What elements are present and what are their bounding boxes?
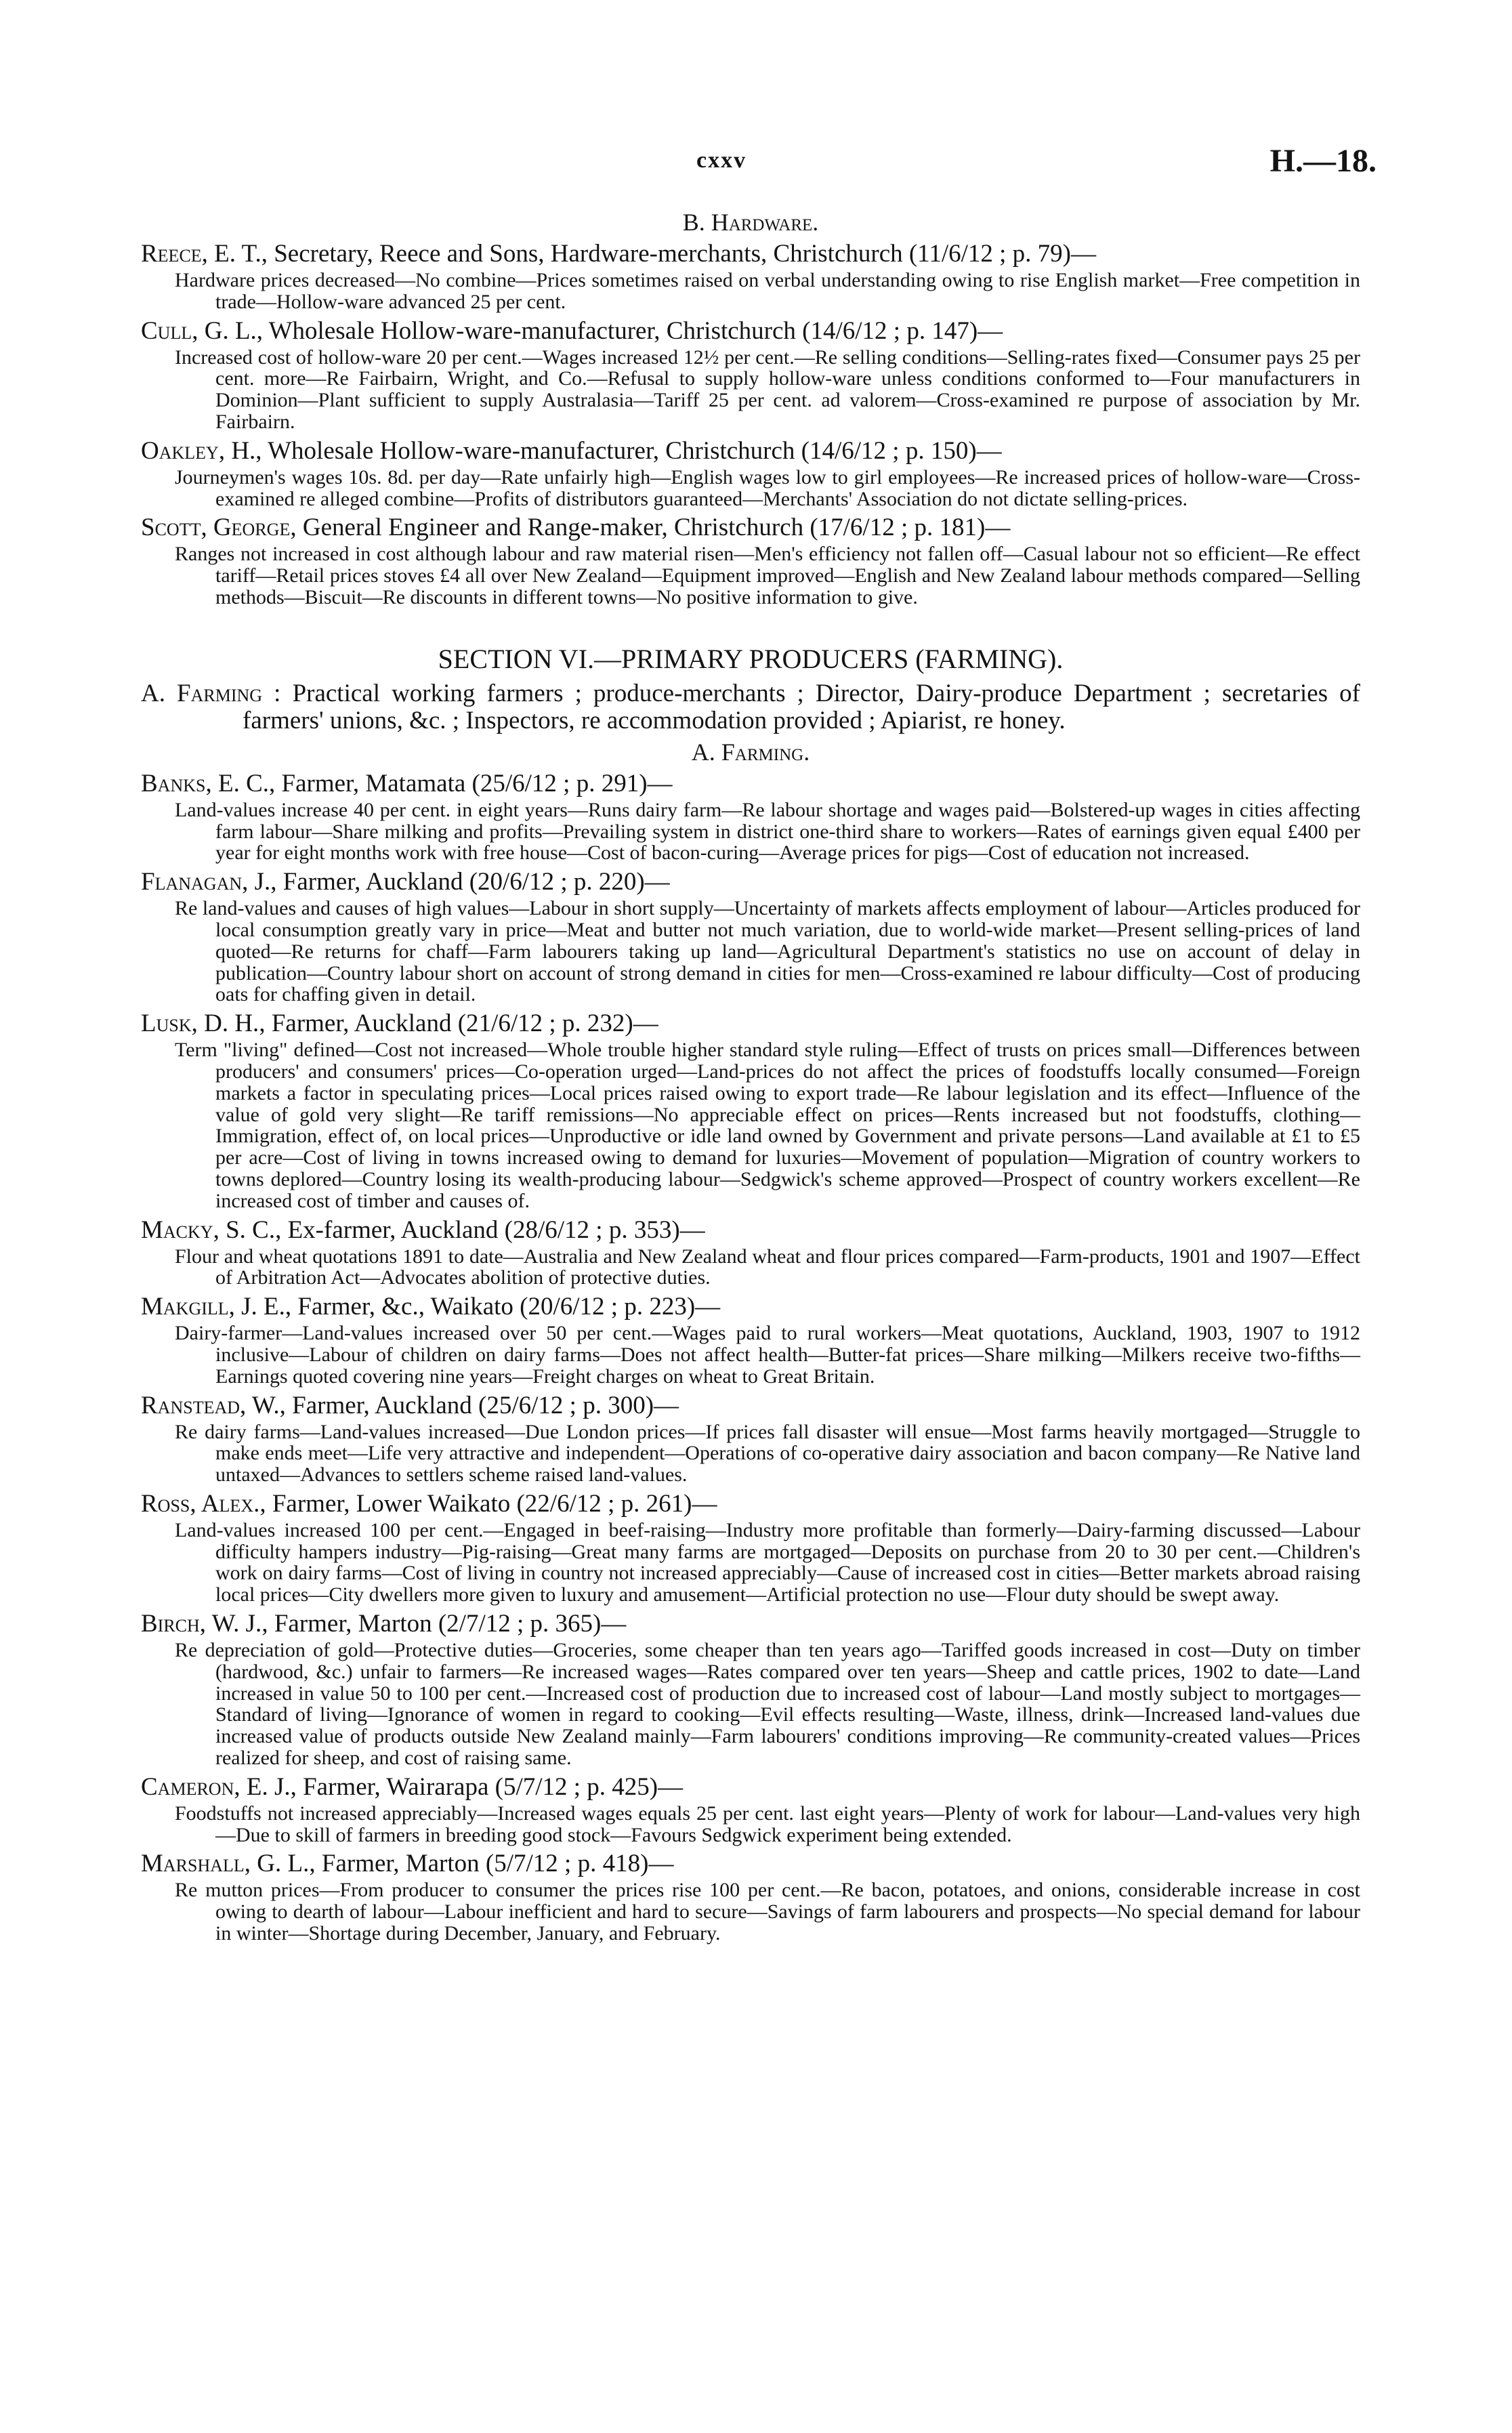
witness-heading (141, 1216, 1360, 1245)
evidence-summary: Term "living" defined—Cost not increased—Whole trouble higher standard style ruling—Effect of trusts on prices small—Differences between producers' and consumers' prices—Co-operation urged—Land-prices do not affect the prices of foodstuffs locally consumed—Foreign markets a factor in speculating prices—Local prices raised owing to export trade—Re labour legislation and its effect—Influence of the value of gold very slight—Re tariff remissions—No appreciable effect on prices—Rents increased but not foodstuffs, clothing—Immigration, effect of, on local prices—Unproductive or idle land owned by Government and private persons—Land available at £1 to £5 per acre—Cost of living in towns increased owing to demand for luxuries—Movement of population—Migration of country workers to towns deplored—Country losing its wealth-producing labour—Sedgwick's scheme approved—Prospect of country workers excellent—Re increased cost of timber and causes of. (175, 1039, 1360, 1212)
witness-name: Ross, Alex. (141, 1489, 260, 1518)
witness-name: Cameron, E. J. (141, 1772, 291, 1801)
evidence-summary: Journeymen's wages 10s. 8d. per day—Rate unfairly high—English wages low to girl employees—Re increased prices of hollow-ware—Cross-examined re alleged combine—Profits of distributors guaranteed—Merchants' Association do not dictate selling-prices. (175, 465, 1360, 510)
witness-name: Cull, G. L. (141, 316, 257, 345)
page-reference: H.—18. (1269, 143, 1377, 179)
witness-name: Marshall, G. L. (141, 1850, 310, 1878)
witness-heading (141, 437, 1360, 465)
witness-description: , Ex-farmer, Auckland (28/6/12 ; p. 353)— (275, 1215, 705, 1244)
witness-entry (141, 770, 1360, 864)
evidence-summary: Ranges not increased in cost although labour and raw material risen—Men's efficiency not fallen off—Casual labour not so efficient—Re effect tariff—Retail prices stoves £4 all over New Zealand—Equipment improved—English and New Zealand labour methods compared—Selling methods—Biscuit—Re discounts in different towns—No positive information to give. (175, 543, 1360, 608)
witness-heading (141, 1850, 1360, 1878)
witness-description: , General Engineer and Range-maker, Christchurch (17/6/12 ; p. 181)— (290, 514, 1011, 542)
witness-entry (141, 437, 1360, 510)
witness-heading (141, 514, 1360, 542)
witness-entry (141, 1392, 1360, 1486)
witness-name: Oakley, H. (141, 436, 256, 465)
witness-description: , Farmer, &c., Waikato (20/6/12 ; p. 223)— (285, 1293, 721, 1321)
witness-entry (141, 1293, 1360, 1387)
evidence-summary: Re dairy farms—Land-values increased—Due London prices—If prices fall disaster will ensue—Most farms heavily mortgaged—Struggle to make ends meet—Life very attractive and independent—Operations of co-operative dairy association and bacon company—Re Native land untaxed—Advances to settlers scheme raised land-values. (175, 1420, 1360, 1486)
evidence-summary: Foodstuffs not increased appreciably—Increased wages equals 25 per cent. last eight years—Plenty of work for labour—Land-values very high—Due to skill of farmers in breeding good stock—Favours Sedgwick experiment being extended. (175, 1802, 1360, 1846)
witness-entry (141, 240, 1360, 313)
witness-name: Ranstead, W. (141, 1391, 280, 1419)
evidence-summary: Flour and wheat quotations 1891 to date—Australia and New Zealand wheat and flour prices compared—Farm-products, 1901 and 1907—Effect of Arbitration Act—Advocates abolition of protective duties. (175, 1245, 1360, 1289)
evidence-summary: Re depreciation of gold—Protective duties—Groceries, some cheaper than ten years ago—Tariffed goods increased in cost—Duty on timber (hardwood, &c.) unfair to farmers—Re increased wages—Rates compared over ten years—Sheep and cattle prices, 1902 to date—Land increased in value 50 to 100 per cent.—Increased cost of production due to increased cost of labour—Land mostly subject to mortgages—Standard of living—Ignorance of women in regard to cooking—Evil effects resulting—Waste, illness, drink—Increased land-values due increased value of products outside New Zealand mainly—Farm labourers' conditions improving—Re community-created values—Prices realized for sheep, and cost of raising same. (175, 1639, 1360, 1770)
witness-name: Flanagan, J. (141, 868, 271, 896)
evidence-summary: Land-values increase 40 per cent. in eight years—Runs dairy farm—Re labour shortage and wages paid—Bolstered-up wages in cities affecting farm labour—Share milking and profits—Prevailing system in district one-third share to workers—Rates of earnings given equal £400 per year for eight months work with free house—Cost of bacon-curing—Average prices for pigs—Cost of education not increased. (175, 798, 1360, 865)
witness-description: , Farmer, Auckland (21/6/12 ; p. 232)— (259, 1010, 658, 1038)
witness-entry (141, 1610, 1360, 1769)
witness-name: Lusk, D. H. (141, 1010, 259, 1038)
witness-description: , Farmer, Lower Waikato (22/6/12 ; p. 261)— (259, 1489, 717, 1518)
witness-entry (141, 514, 1360, 608)
witness-name: Scott, George (141, 514, 291, 542)
farming-description (141, 680, 1360, 734)
witness-entry (141, 317, 1360, 433)
section-title: SECTION VI.—PRIMARY PRODUCERS (FARMING). (438, 643, 1064, 674)
witness-heading (141, 1490, 1360, 1518)
evidence-summary: Re land-values and causes of high values—Labour in short supply—Uncertainty of markets affects employment of labour—Articles produced for local consumption greatly vary in price—Meat and butter not much variation, due to world-wide market—Present selling-prices of land quoted—Re returns for chaff—Farm labourers taking up land—Agricultural Department's statistics no use on account of delay in publication—Country labour short on account of strong demand in cities for men—Cross-examined re labour difficulty—Cost of producing oats for chaffing given in detail. (175, 897, 1360, 1006)
evidence-summary: Increased cost of hollow-ware 20 per cent.—Wages increased 12½ per cent.—Re selling conditions—Selling-rates fixed—Consumer pays 25 per cent. more—Re Fairbairn, Wright, and Co.—Refusal to supply hollow-ware unless conditions conformed to—Four manufacturers in Dominion—Plant sufficient to supply Australasia—Tariff 25 per cent. ad valorem—Cross-examined re purpose of association by Mr. Fairbairn. (175, 346, 1360, 433)
evidence-summary: Re mutton prices—From producer to consumer the prices rise 100 per cent.—Re bacon, potatoes, and onions, considerable increase in cost owing to dearth of labour—Labour inefficient and hard to secure—Savings of farm labourers and prospects—No special demand for labour in winter—Shortage during December, January, and February. (175, 1879, 1360, 1945)
witness-heading (141, 1610, 1360, 1638)
witness-entry (141, 868, 1360, 1005)
witness-name: Banks, E. C. (141, 769, 269, 797)
witness-heading (141, 1010, 1360, 1038)
witness-entry (141, 1850, 1360, 1944)
witness-heading (141, 1773, 1360, 1802)
witness-heading (141, 868, 1360, 896)
witness-description: , Wholesale Hollow-ware-manufacturer, Christchurch (14/6/12 ; p. 147)— (256, 316, 1003, 345)
witness-description: , Farmer, Auckland (20/6/12 ; p. 220)— (270, 868, 670, 896)
evidence-summary: Dairy-farmer—Land-values increased over 50 per cent.—Wages paid to rural workers—Meat quotations, Auckland, 1903, 1907 to 1912 inclusive—Labour of children on dairy farms—Does not affect health—Butter-fat prices—Share milking—Milkers receive two-fifths—Earnings quoted covering nine years—Freight charges on wheat to Great Britain. (175, 1322, 1360, 1388)
witness-entry (141, 1490, 1360, 1606)
farming-label: A. Farming : (141, 679, 281, 707)
witness-name: Birch, W. J. (141, 1610, 262, 1638)
witness-description: , Farmer, Matamata (25/6/12 ; p. 291)— (269, 769, 673, 797)
page-number: cxxv (696, 148, 747, 173)
witness-name: Macky, S. C. (141, 1215, 276, 1244)
witness-heading (141, 1392, 1360, 1420)
witness-heading (141, 770, 1360, 798)
witness-heading (141, 240, 1360, 268)
farming-text: Practical working farmers ; produce-merchants ; Director, Dairy-produce Department ; secretaries of farmers' unions, &c. ; Inspectors, re accommodation provided ; Apiarist, re honey. (243, 679, 1361, 734)
witness-description: , Farmer, Wairarapa (5/7/12 ; p. 425)— (290, 1772, 684, 1801)
witness-entry (141, 1010, 1360, 1211)
witness-name: Reece, E. T. (141, 240, 261, 268)
witness-entry (141, 1773, 1360, 1846)
witness-description: , Farmer, Auckland (25/6/12 ; p. 300)— (279, 1391, 679, 1419)
evidence-summary: Land-values increased 100 per cent.—Engaged in beef-raising—Industry more profitable than formerly—Dairy-farming discussed—Labour difficulty hampers industry—Pig-raising—Great many farms are mortgaged—Deposits on purchase from 20 to 30 per cent.—Children's work on dairy farms—Cost of living in country not increased appreciably—Cause of increased cost in cities—Better markets abroad raising local prices—City dwellers more given to luxury and amusement—Artificial protection no use—Flour duty should be swept away. (175, 1518, 1360, 1606)
page-content (141, 207, 1360, 1949)
hardware-heading: B. Hardware. (682, 209, 819, 236)
witness-entry (141, 1216, 1360, 1289)
farming-entries (141, 770, 1360, 1945)
farming-subheading: A. Farming. (691, 738, 810, 766)
witness-description: , Farmer, Marton (2/7/12 ; p. 365)— (261, 1610, 627, 1638)
evidence-summary: Hardware prices decreased—No combine—Prices sometimes raised on verbal understanding owing to rise English market—Free competition in trade—Hollow-ware advanced 25 per cent. (175, 269, 1360, 313)
hardware-entries (141, 240, 1360, 608)
witness-description: , Wholesale Hollow-ware-manufacturer, Christchurch (14/6/12 ; p. 150)— (255, 436, 1002, 465)
witness-description: , Secretary, Reece and Sons, Hardware-merchants, Christchurch (11/6/12 ; p. 79)— (261, 240, 1096, 268)
witness-heading (141, 317, 1360, 346)
witness-heading (141, 1293, 1360, 1321)
witness-name: Makgill, J. E. (141, 1293, 285, 1321)
witness-description: , Farmer, Marton (5/7/12 ; p. 418)— (309, 1850, 674, 1878)
